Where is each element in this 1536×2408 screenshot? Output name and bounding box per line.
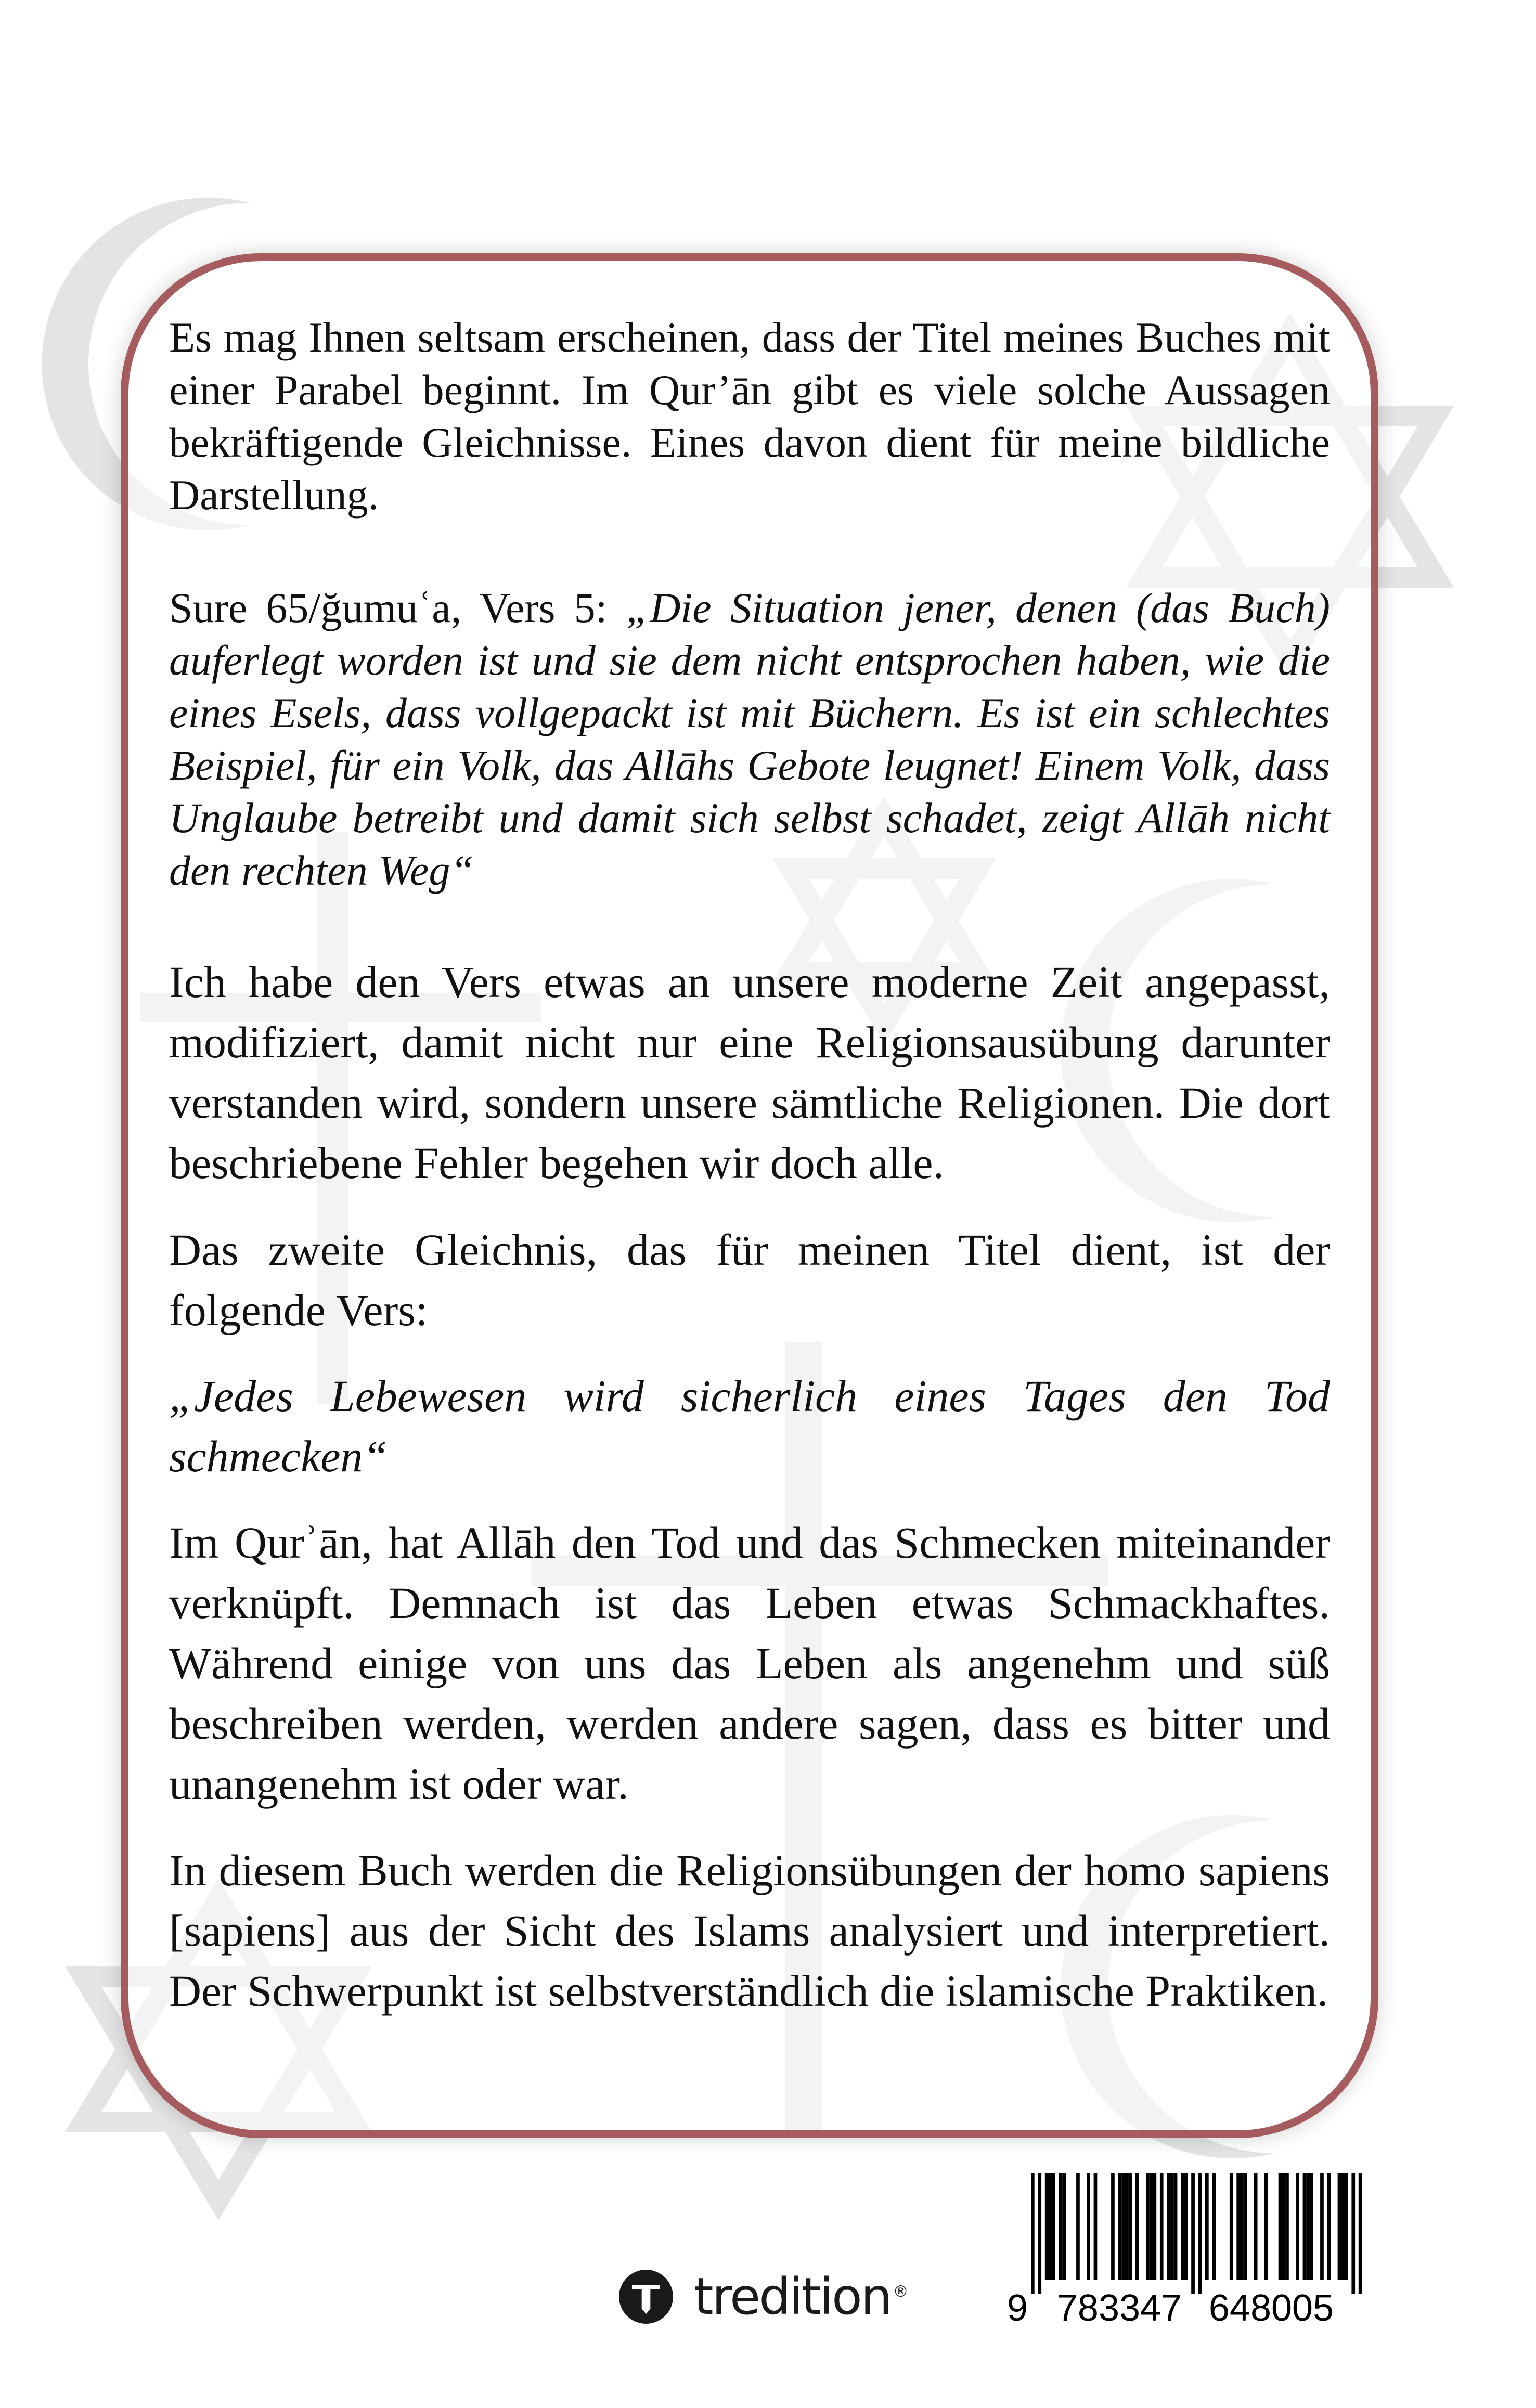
barcode-bar bbox=[1345, 2173, 1348, 2280]
barcode-bar bbox=[1191, 2173, 1195, 2294]
barcode-bar bbox=[1341, 2173, 1345, 2280]
sure-quote-text: „Die Situation jener, denen (das Buch) auferlegt worden ist und sie dem nicht entsprochen haben, wie die eines Esels, dass vollgepackt ist mit Büchern. Es ist ein schlechtes Beispiel, für ein Volk, das Allāhs Gebote leugnet! Einem Volk, dass Unglaube betreibt und damit sich selbst schadet, zeigt Allāh nicht den rechten Weg“ bbox=[169, 584, 1330, 894]
publisher-name: tredition ® bbox=[694, 2268, 907, 2326]
barcode-bar bbox=[1240, 2173, 1244, 2280]
barcode-bar bbox=[1359, 2173, 1362, 2294]
barcode-bar bbox=[1059, 2173, 1063, 2280]
barcode-bar bbox=[1285, 2173, 1289, 2280]
paragraph-second-parable: Das zweite Gleichnis, das für meinen Titel dient, ist der folgende Vers: bbox=[169, 1225, 1330, 1335]
barcode-bar bbox=[1094, 2173, 1098, 2280]
barcode-bar bbox=[1087, 2173, 1090, 2280]
barcode-digit-first: 9 bbox=[1006, 2287, 1028, 2325]
publisher-logo bbox=[619, 2268, 907, 2326]
barcode-bar bbox=[1306, 2173, 1310, 2280]
paragraph-sure-quote bbox=[169, 581, 1330, 897]
registered-mark: ® bbox=[893, 2283, 907, 2301]
barcode-bar bbox=[1031, 2173, 1035, 2294]
paragraph-taste-of-life: Im Qurʾān, hat Allāh den Tod und das Schmecken miteinander verknüpft. Demnach ist das Leben etwas Schmackhaftes. Während einige von uns das Leben als angenehm und süß beschreiben werden, werden andere sagen, dass es bitter und unangenehm ist oder war. bbox=[169, 1518, 1330, 1809]
barcode-bar bbox=[1118, 2173, 1122, 2280]
barcode-bar bbox=[1135, 2173, 1139, 2280]
barcode-bar bbox=[1167, 2173, 1170, 2280]
barcode-bar bbox=[1052, 2173, 1055, 2280]
barcode-bar bbox=[1303, 2173, 1307, 2280]
barcode-bar bbox=[1282, 2173, 1285, 2280]
barcode-bar bbox=[1146, 2173, 1150, 2280]
barcode-bar bbox=[1296, 2173, 1299, 2280]
sure-reference: Sure 65/ğumuʿa, Vers 5: bbox=[169, 584, 626, 631]
barcode-bar bbox=[1327, 2173, 1331, 2280]
barcode-bar bbox=[1310, 2173, 1313, 2280]
barcode-bar bbox=[1212, 2173, 1216, 2280]
barcode-bar bbox=[1338, 2173, 1341, 2280]
paragraph-book-summary: In diesem Buch werden die Religionsübungen der homo sapiens [sapiens] aus der Sicht des Islams analysiert und interpretiert. Der Schwerpunkt ist selbstverständlich die islamische Praktiken. bbox=[169, 1845, 1330, 2016]
barcode-bar bbox=[1174, 2173, 1178, 2280]
barcode-bar bbox=[1076, 2173, 1080, 2280]
barcode-bar bbox=[1205, 2173, 1209, 2280]
barcode-bar bbox=[1062, 2173, 1066, 2280]
barcode-bar bbox=[1129, 2173, 1132, 2280]
paragraph-intro: Es mag Ihnen seltsam erscheinen, dass der Titel meines Buches mit einer Parabel beginnt. Im Qur’ān gibt es viele solche Aussagen bekräftigende Gleichnisse. Eines davon dient für meine bildliche Darstellung. bbox=[169, 314, 1330, 519]
barcode-bar bbox=[1049, 2173, 1052, 2280]
paragraph-verse-quote: „Jedes Lebewesen wird sicherlich eines Tages den Tod schmecken“ bbox=[169, 1371, 1330, 1481]
barcode-bar bbox=[1111, 2173, 1115, 2280]
barcode-bar bbox=[1244, 2173, 1247, 2280]
barcode-bar bbox=[1236, 2173, 1240, 2280]
barcode-bar bbox=[1150, 2173, 1153, 2280]
barcode-bar bbox=[1038, 2173, 1041, 2294]
paragraph-modified-verse: Ich habe den Vers etwas an unsere moderne Zeit angepasst, modifiziert, damit nicht nur eine Religionsausübung darunter verstanden wird, sondern unsere sämtliche Religionen. Die dort beschriebene Fehler begehen wir doch alle. bbox=[169, 957, 1330, 1188]
barcode-bar bbox=[1170, 2173, 1174, 2280]
barcode-bar bbox=[1045, 2173, 1049, 2280]
barcode-bar bbox=[1230, 2173, 1233, 2280]
barcode-bar bbox=[1351, 2173, 1355, 2294]
barcode-bar bbox=[1198, 2173, 1202, 2294]
barcode-bar bbox=[1279, 2173, 1282, 2280]
barcode-bar bbox=[1153, 2173, 1157, 2280]
barcode-bar bbox=[1181, 2173, 1184, 2280]
barcode-bar bbox=[1320, 2173, 1324, 2280]
barcode-bar bbox=[1125, 2173, 1129, 2280]
isbn-barcode bbox=[999, 2169, 1373, 2325]
barcode-digits-left: 783347 bbox=[1056, 2287, 1182, 2325]
barcode-bar bbox=[1160, 2173, 1164, 2280]
barcode-bar bbox=[1121, 2173, 1125, 2280]
barcode-bar bbox=[1264, 2173, 1268, 2280]
barcode-bar bbox=[1254, 2173, 1258, 2280]
barcode-bar bbox=[1184, 2173, 1188, 2280]
barcode-digits-right: 648005 bbox=[1208, 2287, 1334, 2325]
tredition-logo-icon bbox=[619, 2270, 673, 2324]
